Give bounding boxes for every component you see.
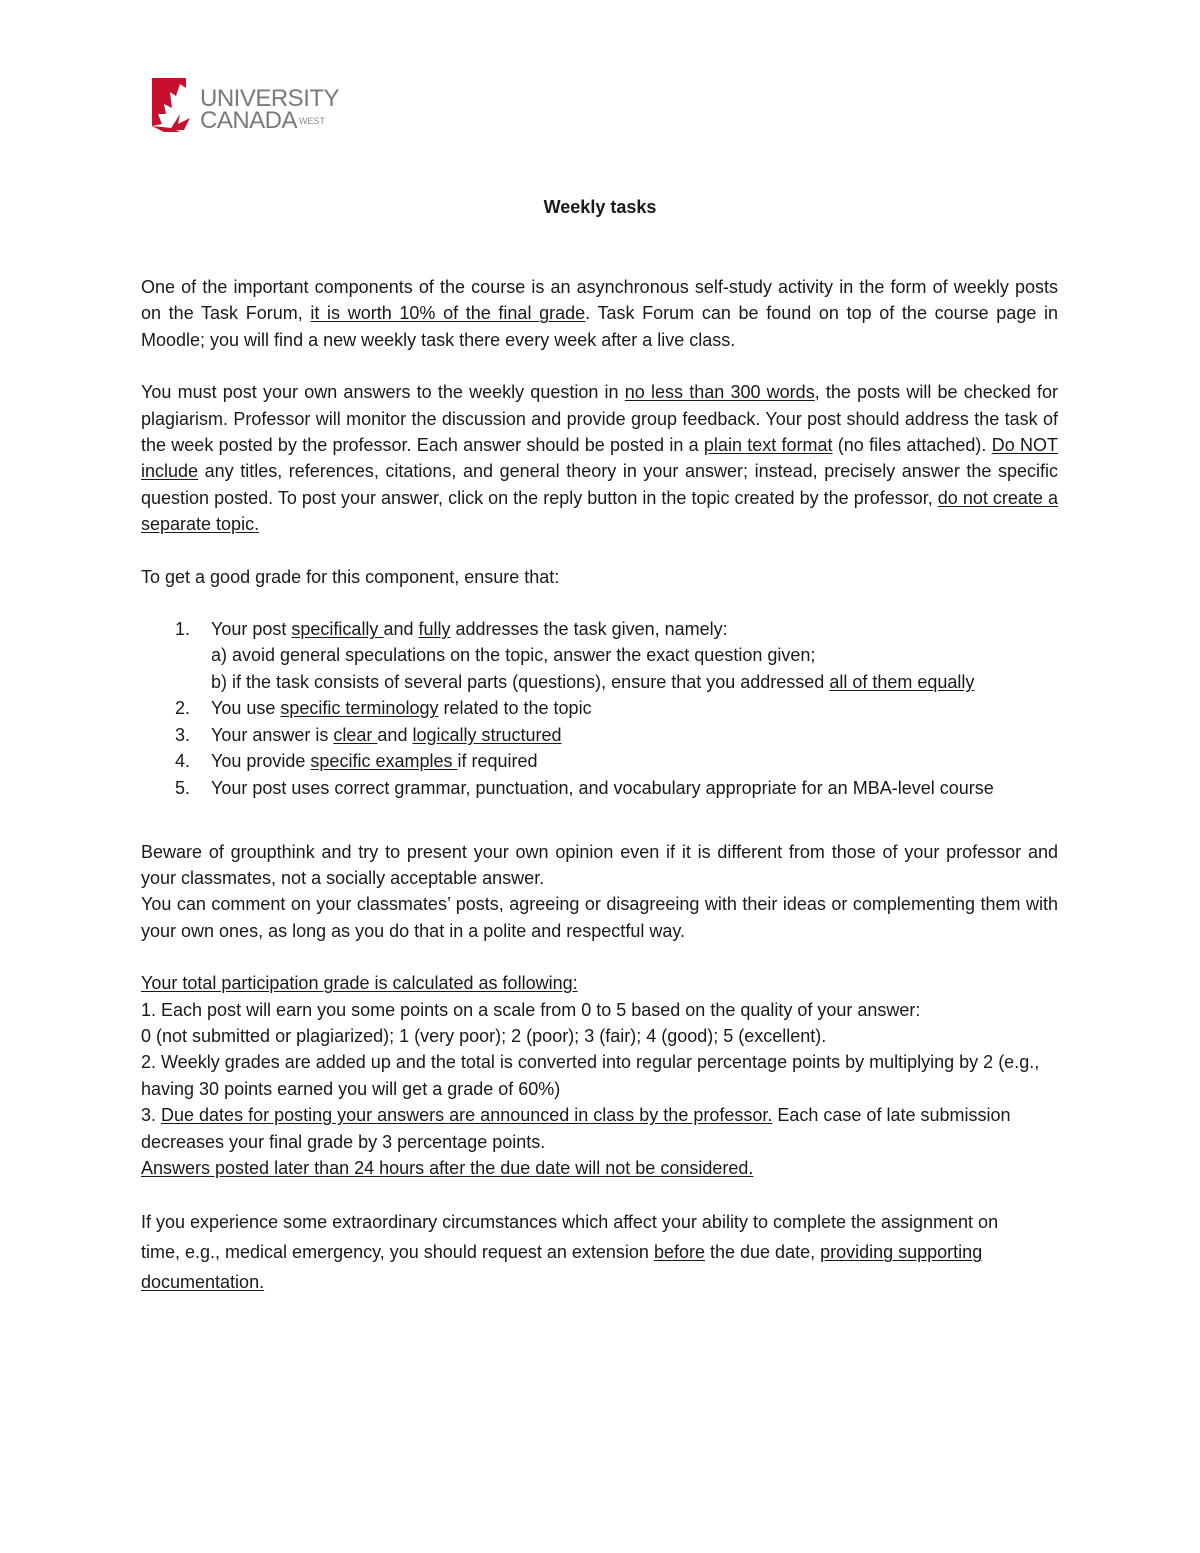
list-number: 1. [175, 619, 191, 640]
underlined-text: specific examples [310, 751, 458, 772]
underlined-text: specifically [291, 619, 384, 640]
logo-line-2 [200, 107, 339, 134]
list-item [141, 773, 1058, 803]
criteria-intro: To get a good grade for this component, ensure that: [141, 566, 560, 587]
text: You provide [211, 751, 311, 772]
text: b) if the task consists of several parts (questions), ensure that you addressed [211, 671, 830, 692]
criteria-list [141, 616, 1058, 802]
text: and [383, 619, 419, 640]
list-number: 2. [175, 698, 191, 719]
list-number: 5. [175, 777, 191, 798]
maple-leaf-icon [150, 74, 200, 134]
text: 3. [141, 1105, 162, 1126]
text: addresses the task given, namely: [450, 619, 728, 640]
underlined-text: before [653, 1242, 705, 1263]
text: (no files attached). [832, 435, 992, 456]
text: Your post uses correct grammar, punctuation, and vocabulary appropriate for an MBA-level course [211, 777, 994, 798]
text: related to the topic [438, 698, 592, 719]
grading-scale: 0 (not submitted or plagiarized); 1 (very poor); 2 (poor); 3 (fair); 4 (good); 5 (excellent). [141, 1025, 827, 1046]
text: the due date, [705, 1242, 821, 1263]
underlined-text: specific terminology [280, 698, 439, 719]
logo-line-2-text: CANADA [200, 107, 298, 134]
text: if required [457, 751, 538, 772]
logo-line-1: UNIVERSITY [200, 85, 340, 112]
list-item [141, 616, 1058, 695]
list-number: 3. [175, 724, 191, 745]
list-item [141, 722, 1058, 748]
text: , the posts will be checked for plagiarism. Professor will monitor the discussion and provide group feedback. Your post should address the task of the week posted by the professor. Each answer should be posted in a [141, 382, 1059, 456]
underlined-text: plain text format [703, 435, 833, 456]
text: You use [211, 698, 281, 719]
underlined-text: fully [418, 619, 451, 640]
comment-paragraph: You can comment on your classmates’ posts, agreeing or disagreeing with their ideas or complementing them with your own ones, as long as you do that in a polite and respectful way. [141, 894, 1058, 941]
logo-wordmark [200, 85, 340, 134]
text: If you experience some extraordinary circumstances which affect your ability to complete the assignment on time, e.g., medical emergency, you should request an extension [141, 1212, 999, 1263]
sub-item-a: a) avoid general speculations on the topic, answer the exact question given; [211, 645, 816, 666]
underlined-text: all of them equally [829, 671, 975, 692]
text: Your answer is [211, 724, 334, 745]
sub-item-b [211, 669, 1058, 695]
text: and [377, 724, 413, 745]
list-number: 4. [175, 751, 191, 772]
underlined-text: Due dates for posting your answers are announced in class by the professor. [161, 1105, 773, 1126]
text: One of the important components of the course is an asynchronous self-study activity in the form of weekly posts on the Task Forum, [141, 277, 1058, 324]
underlined-text: providing supporting documentation. [141, 1242, 983, 1293]
grading-rule-2: 2. Weekly grades are added up and the total is converted into regular percentage points by multiplying by 2 (e.g., having 30 points earned you will get a grade of 60%) [141, 1052, 1040, 1099]
posting-rules-paragraph [141, 379, 1058, 537]
underlined-text: logically structured [412, 724, 562, 745]
grading-rule-1: 1. Each post will earn you some points on a scale from 0 to 5 based on the quality of your answer: [141, 999, 921, 1020]
grading-rule-3 [141, 1102, 1058, 1155]
grading-heading: Your total participation grade is calculated as following: [141, 973, 578, 994]
logo-suffix: WEST [299, 116, 326, 126]
extension-paragraph [141, 1207, 1058, 1297]
text: Each case of late submission decreases your final grade by 3 percentage points. [141, 1105, 1011, 1152]
text: any titles, references, citations, and general theory in your answer; instead, precisely answer the specific question posted. To post your answer, click on the reply button in the topic created by the professor, [141, 461, 1058, 508]
page-title: Weekly tasks [543, 197, 657, 217]
list-item [141, 748, 1058, 774]
list-item [141, 695, 1058, 721]
text: . Task Forum can be found on top of the course page in Moodle; you will find a new weekly task there every week after a live class. [141, 303, 1059, 350]
underlined-text: no less than 300 words [624, 382, 815, 403]
text: You must post your own answers to the weekly question in [141, 382, 625, 403]
text: Your post [211, 619, 292, 640]
document-body [141, 274, 1058, 1297]
underlined-text: it is worth 10% of the final grade [310, 303, 586, 324]
late-answers-note: Answers posted later than 24 hours after the due date will not be considered. [141, 1157, 754, 1178]
groupthink-paragraph: Beware of groupthink and try to present your own opinion even if it is different from those of your professor and your classmates, not a socially acceptable answer. [141, 841, 1058, 888]
intro-paragraph [141, 274, 1058, 353]
underlined-text: clear [333, 724, 378, 745]
underlined-text: do not create a separate topic. [141, 487, 1058, 535]
underlined-text: Do NOT include [141, 435, 1058, 482]
university-logo [150, 74, 350, 134]
